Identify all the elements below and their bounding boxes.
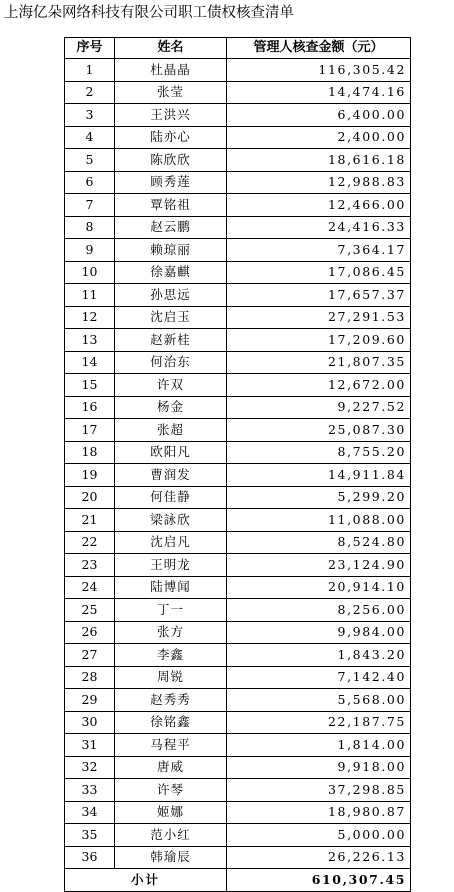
- creditor-table: [64, 37, 411, 892]
- row-employee-name: 姬娜: [115, 801, 227, 824]
- row-serial-number: 6: [65, 171, 115, 194]
- table-row: [65, 846, 411, 869]
- table-row: [65, 486, 411, 509]
- table-row: [65, 239, 411, 262]
- header-name: 姓名: [115, 38, 227, 59]
- row-employee-name: 杜晶晶: [115, 59, 227, 82]
- row-serial-number: 13: [65, 329, 115, 352]
- row-employee-name: 赵云鹏: [115, 216, 227, 239]
- row-serial-number: 16: [65, 396, 115, 419]
- row-verified-amount: 25,087.30: [227, 419, 411, 442]
- table-body: [65, 59, 411, 869]
- table-row: [65, 216, 411, 239]
- row-verified-amount: 12,988.83: [227, 171, 411, 194]
- row-employee-name: 杨金: [115, 396, 227, 419]
- row-verified-amount: 1,814.00: [227, 734, 411, 757]
- row-employee-name: 覃铭祖: [115, 194, 227, 217]
- row-serial-number: 2: [65, 81, 115, 104]
- table-row: [65, 374, 411, 397]
- row-employee-name: 沈启凡: [115, 531, 227, 554]
- row-verified-amount: 116,305.42: [227, 59, 411, 82]
- row-serial-number: 18: [65, 441, 115, 464]
- row-employee-name: 丁一: [115, 599, 227, 622]
- row-verified-amount: 6,400.00: [227, 104, 411, 127]
- row-employee-name: 何治东: [115, 351, 227, 374]
- row-verified-amount: 7,364.17: [227, 239, 411, 262]
- row-verified-amount: 2,400.00: [227, 126, 411, 149]
- row-serial-number: 4: [65, 126, 115, 149]
- row-verified-amount: 5,299.20: [227, 486, 411, 509]
- row-employee-name: 马程平: [115, 734, 227, 757]
- table-row: [65, 801, 411, 824]
- row-serial-number: 11: [65, 284, 115, 307]
- row-verified-amount: 18,980.87: [227, 801, 411, 824]
- table-row: [65, 419, 411, 442]
- row-serial-number: 33: [65, 779, 115, 802]
- row-verified-amount: 9,984.00: [227, 621, 411, 644]
- row-verified-amount: 22,187.75: [227, 711, 411, 734]
- row-employee-name: 赵秀秀: [115, 689, 227, 712]
- row-serial-number: 5: [65, 149, 115, 172]
- row-employee-name: 孙思远: [115, 284, 227, 307]
- row-serial-number: 21: [65, 509, 115, 532]
- row-verified-amount: 27,291.53: [227, 306, 411, 329]
- row-verified-amount: 17,209.60: [227, 329, 411, 352]
- header-verified-amount: 管理人核查金额（元）: [227, 38, 411, 59]
- header-serial-number: 序号: [65, 38, 115, 59]
- row-verified-amount: 8,256.00: [227, 599, 411, 622]
- row-employee-name: 张莹: [115, 81, 227, 104]
- document-title: 上海亿朵网络科技有限公司职工债权核查清单: [4, 5, 294, 21]
- row-verified-amount: 18,616.18: [227, 149, 411, 172]
- table-row: [65, 104, 411, 127]
- table-row: [65, 441, 411, 464]
- row-serial-number: 12: [65, 306, 115, 329]
- table-row: [65, 509, 411, 532]
- row-employee-name: 赵新桂: [115, 329, 227, 352]
- row-employee-name: 张方: [115, 621, 227, 644]
- table-row: [65, 396, 411, 419]
- table-row: [65, 81, 411, 104]
- table-row: [65, 599, 411, 622]
- row-serial-number: 3: [65, 104, 115, 127]
- row-serial-number: 1: [65, 59, 115, 82]
- row-employee-name: 陈欣欣: [115, 149, 227, 172]
- row-employee-name: 张超: [115, 419, 227, 442]
- row-employee-name: 陆亦心: [115, 126, 227, 149]
- row-employee-name: 沈启玉: [115, 306, 227, 329]
- table-row: [65, 464, 411, 487]
- row-serial-number: 15: [65, 374, 115, 397]
- row-serial-number: 17: [65, 419, 115, 442]
- row-employee-name: 许琴: [115, 779, 227, 802]
- row-serial-number: 28: [65, 666, 115, 689]
- table-row: [65, 126, 411, 149]
- table-row: [65, 261, 411, 284]
- row-employee-name: 赖琼丽: [115, 239, 227, 262]
- row-serial-number: 32: [65, 756, 115, 779]
- row-verified-amount: 23,124.90: [227, 554, 411, 577]
- row-serial-number: 23: [65, 554, 115, 577]
- row-serial-number: 30: [65, 711, 115, 734]
- table-header-row: [65, 38, 411, 59]
- table-row: [65, 666, 411, 689]
- row-serial-number: 27: [65, 644, 115, 667]
- row-serial-number: 20: [65, 486, 115, 509]
- row-serial-number: 35: [65, 824, 115, 847]
- row-employee-name: 王明龙: [115, 554, 227, 577]
- table-row: [65, 284, 411, 307]
- row-verified-amount: 21,807.35: [227, 351, 411, 374]
- row-verified-amount: 8,755.20: [227, 441, 411, 464]
- row-serial-number: 8: [65, 216, 115, 239]
- total-row: [65, 869, 411, 892]
- row-employee-name: 顾秀莲: [115, 171, 227, 194]
- row-verified-amount: 9,227.52: [227, 396, 411, 419]
- table-row: [65, 621, 411, 644]
- row-verified-amount: 26,226.13: [227, 846, 411, 869]
- row-employee-name: 陆博闻: [115, 576, 227, 599]
- total-amount: 610,307.45: [227, 869, 411, 892]
- table-row: [65, 531, 411, 554]
- row-verified-amount: 11,088.00: [227, 509, 411, 532]
- row-verified-amount: 5,568.00: [227, 689, 411, 712]
- row-verified-amount: 12,466.00: [227, 194, 411, 217]
- row-employee-name: 李鑫: [115, 644, 227, 667]
- table-row: [65, 689, 411, 712]
- table-row: [65, 171, 411, 194]
- row-employee-name: 周锐: [115, 666, 227, 689]
- table-row: [65, 644, 411, 667]
- row-verified-amount: 37,298.85: [227, 779, 411, 802]
- table-row: [65, 824, 411, 847]
- table-row: [65, 351, 411, 374]
- row-verified-amount: 17,657.37: [227, 284, 411, 307]
- row-verified-amount: 17,086.45: [227, 261, 411, 284]
- table-row: [65, 194, 411, 217]
- row-verified-amount: 12,672.00: [227, 374, 411, 397]
- row-serial-number: 22: [65, 531, 115, 554]
- row-verified-amount: 24,416.33: [227, 216, 411, 239]
- row-serial-number: 31: [65, 734, 115, 757]
- table-row: [65, 576, 411, 599]
- table-row: [65, 756, 411, 779]
- row-verified-amount: 20,914.10: [227, 576, 411, 599]
- row-employee-name: 何佳静: [115, 486, 227, 509]
- row-employee-name: 曹润发: [115, 464, 227, 487]
- row-serial-number: 36: [65, 846, 115, 869]
- row-serial-number: 7: [65, 194, 115, 217]
- row-verified-amount: 14,474.16: [227, 81, 411, 104]
- total-label: 小计: [65, 869, 227, 892]
- row-verified-amount: 1,843.20: [227, 644, 411, 667]
- row-employee-name: 王洪兴: [115, 104, 227, 127]
- row-employee-name: 欧阳凡: [115, 441, 227, 464]
- row-serial-number: 10: [65, 261, 115, 284]
- row-serial-number: 19: [65, 464, 115, 487]
- row-serial-number: 9: [65, 239, 115, 262]
- row-serial-number: 14: [65, 351, 115, 374]
- row-verified-amount: 7,142.40: [227, 666, 411, 689]
- row-serial-number: 25: [65, 599, 115, 622]
- row-employee-name: 徐铭鑫: [115, 711, 227, 734]
- row-verified-amount: 14,911.84: [227, 464, 411, 487]
- row-employee-name: 许双: [115, 374, 227, 397]
- row-serial-number: 24: [65, 576, 115, 599]
- table-row: [65, 306, 411, 329]
- table-row: [65, 711, 411, 734]
- table-row: [65, 734, 411, 757]
- row-employee-name: 梁詠欣: [115, 509, 227, 532]
- table-row: [65, 59, 411, 82]
- row-employee-name: 徐嘉麒: [115, 261, 227, 284]
- row-serial-number: 26: [65, 621, 115, 644]
- row-employee-name: 唐威: [115, 756, 227, 779]
- row-verified-amount: 8,524.80: [227, 531, 411, 554]
- row-verified-amount: 9,918.00: [227, 756, 411, 779]
- table-row: [65, 554, 411, 577]
- row-serial-number: 34: [65, 801, 115, 824]
- row-employee-name: 范小红: [115, 824, 227, 847]
- table-row: [65, 149, 411, 172]
- row-employee-name: 韩瑜辰: [115, 846, 227, 869]
- table-row: [65, 329, 411, 352]
- row-serial-number: 29: [65, 689, 115, 712]
- row-verified-amount: 5,000.00: [227, 824, 411, 847]
- table-row: [65, 779, 411, 802]
